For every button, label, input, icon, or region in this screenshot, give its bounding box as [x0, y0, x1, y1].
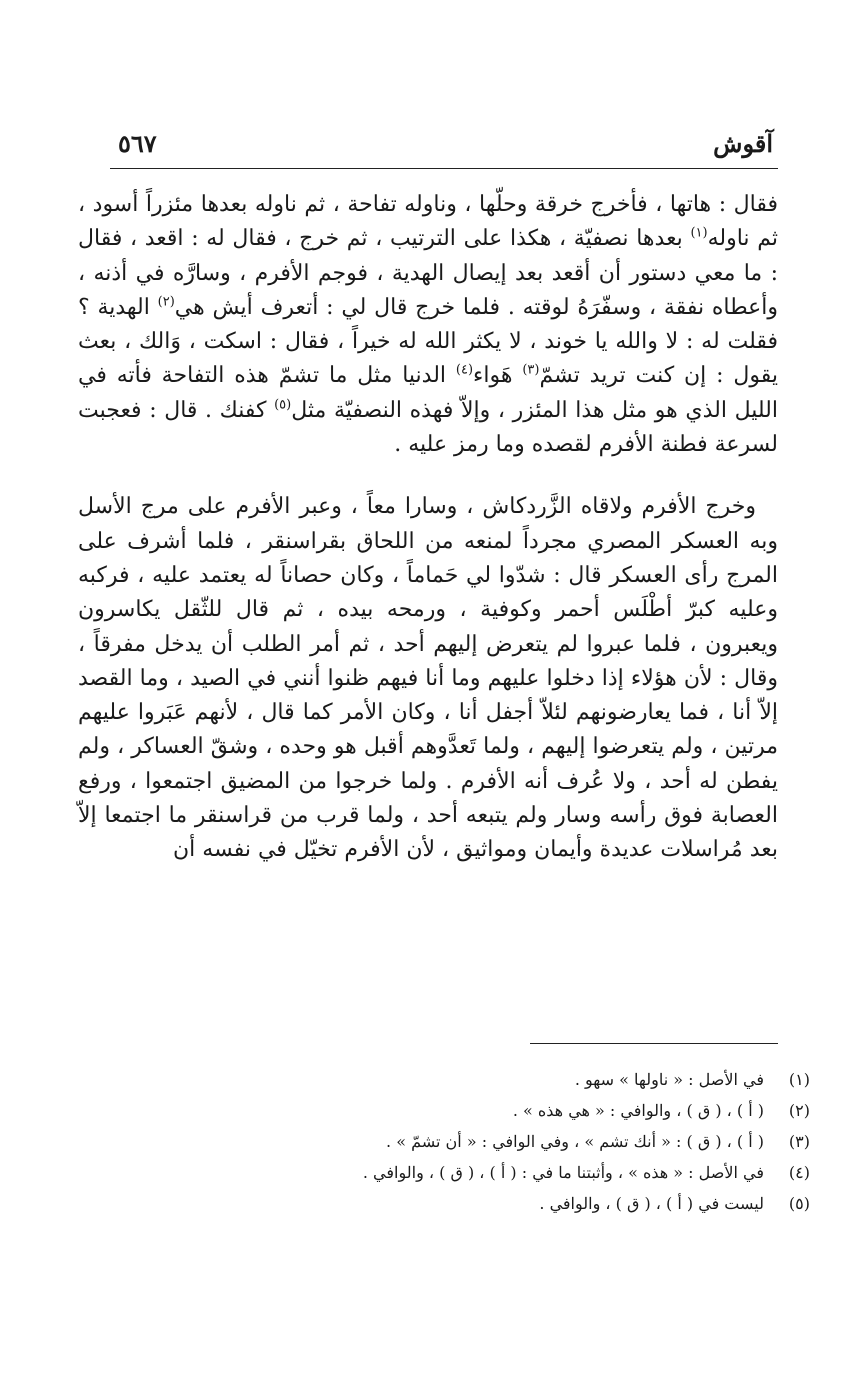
footnote-ref-5: (٥)	[274, 397, 292, 413]
footnote-ref-1: (١)	[690, 225, 708, 241]
footnote-number: (١)	[788, 1070, 810, 1089]
footnote-number: (٢)	[788, 1101, 810, 1120]
footnote-text: ( أ ) ، ( ق ) ، والوافي : « هي هذه » .	[512, 1101, 764, 1120]
text-segment: الدنيا مثل ما تشمّ هذه التفاحة فأته في الليل الذي هو مثل هذا المئزر ، وإلاّ فهذه النصفيّة مثل	[78, 363, 778, 423]
header-rule	[110, 168, 778, 169]
footnote-5	[200, 1188, 810, 1219]
footnote-text: ليست في ( أ ) ، ( ق ) ، والوافي .	[539, 1194, 764, 1213]
footnote-text: ( أ ) ، ( ق ) : « أنك تشم » ، وفي الوافي : « أن تشمّ » .	[386, 1132, 764, 1151]
text-segment: كفنك . قال : فعجبت لسرعة فطنة الأفرم لقصده وما رمز عليه .	[78, 397, 778, 458]
paragraph-1	[78, 188, 778, 462]
footnote-3	[200, 1126, 810, 1157]
text-segment: الهدية ؟ فقلت له : لا والله يا خوند ، لا يكثر الله له خيراً ، فقال : اسكت ، وَالك ، بعث يقول : إن كنت تريد تشمّ	[78, 294, 778, 389]
text-segment: وخرج الأفرم ولاقاه الزَّردكاش ، وسارا معاً ، وعبر الأفرم على مرج الأسل وبه العسكر المصري مجرداً لمنعه من اللحاق بقراسنقر ، فلما أشرف على المرج رأى العسكر قال : شدّوا لي حَماماً ، وكان حصاناً له يعتمد عليه ، فركبه وعليه كبرّ أطْلَس أحمر وكوفية ، ورمحه بيده ، ثم قال للثّقل يكاسرون ويعبرون ، فلما عبروا لم يتعرض إليهم أحد ، ثم أمر الطلب أن يدخل مفرقاً ، وقال : لأن هؤلاء إذا دخلوا عليهم وما أنا فيهم ظنوا أنني في الصيد ، وما القصد إلاّ أنا ، فما يعارضونهم لئلاّ أجفل أنا ، وكان الأمر كما قال ، لأنهم عَبَروا عليهم مرتين ، ولم يتعرضوا إليهم ، ولما تَعدَّوهم أقبل هو وحده ، وشقّ العساكر ، ولم يفطن له أحد ، ولا عُرف أنه الأفرم . ولما خرجوا من المضيق اجتمعوا ، ورفع العصابة فوق رأسه وسار ولم يتبعه أحد ، ولما قرب من قراسنقر ما اجتمعا إلاّ بعد مُراسلات عديدة وأيمان ومواثيق ، لأن الأفرم تخيّل في نفسه أن	[78, 494, 778, 863]
text-segment: بعدها نصفيّة ، هكذا على الترتيب ، ثم خرج ، فقال له : اقعد ، فقال : ما معي دستور أن أقعد بعد إيصال الهدية ، فوجم الأفرم ، وسارَّه في أذنه ، وأعطاه نفقة ، وسفّرَهُ لوقته . فلما خرج قال لي : أتعرف أيش هي	[78, 226, 778, 320]
footnote-ref-3: (٣)	[522, 363, 540, 379]
main-text	[78, 188, 778, 868]
footnote-1	[200, 1064, 810, 1095]
footnote-text: في الأصل : « ناولها » سهو .	[574, 1070, 764, 1089]
footnote-text: في الأصل : « هذه » ، وأثبتنا ما في : ( أ ) ، ( ق ) ، والوافي .	[362, 1163, 764, 1182]
footnote-number: (٣)	[788, 1132, 810, 1151]
running-head	[118, 128, 773, 164]
running-title: آقوش	[713, 129, 773, 158]
footnote-number: (٥)	[788, 1194, 810, 1213]
footnote-separator	[530, 1043, 778, 1044]
footnotes-list	[200, 1064, 810, 1219]
footnote-ref-2: (٢)	[157, 294, 175, 310]
text-segment: هَواء	[473, 363, 523, 389]
footnote-4	[200, 1157, 810, 1188]
footnote-2	[200, 1095, 810, 1126]
page-number: ٥٦٧	[118, 129, 157, 158]
paragraph-2	[78, 490, 778, 867]
footnote-ref-4: (٤)	[455, 363, 474, 379]
text-segment: فقال : هاتها ، فأخرج خرقة وحلّها ، وناوله تفاحة ، ثم ناوله بعدها مئزراً أسود ، ثم ناوله	[78, 192, 778, 252]
footnote-number: (٤)	[788, 1163, 810, 1182]
